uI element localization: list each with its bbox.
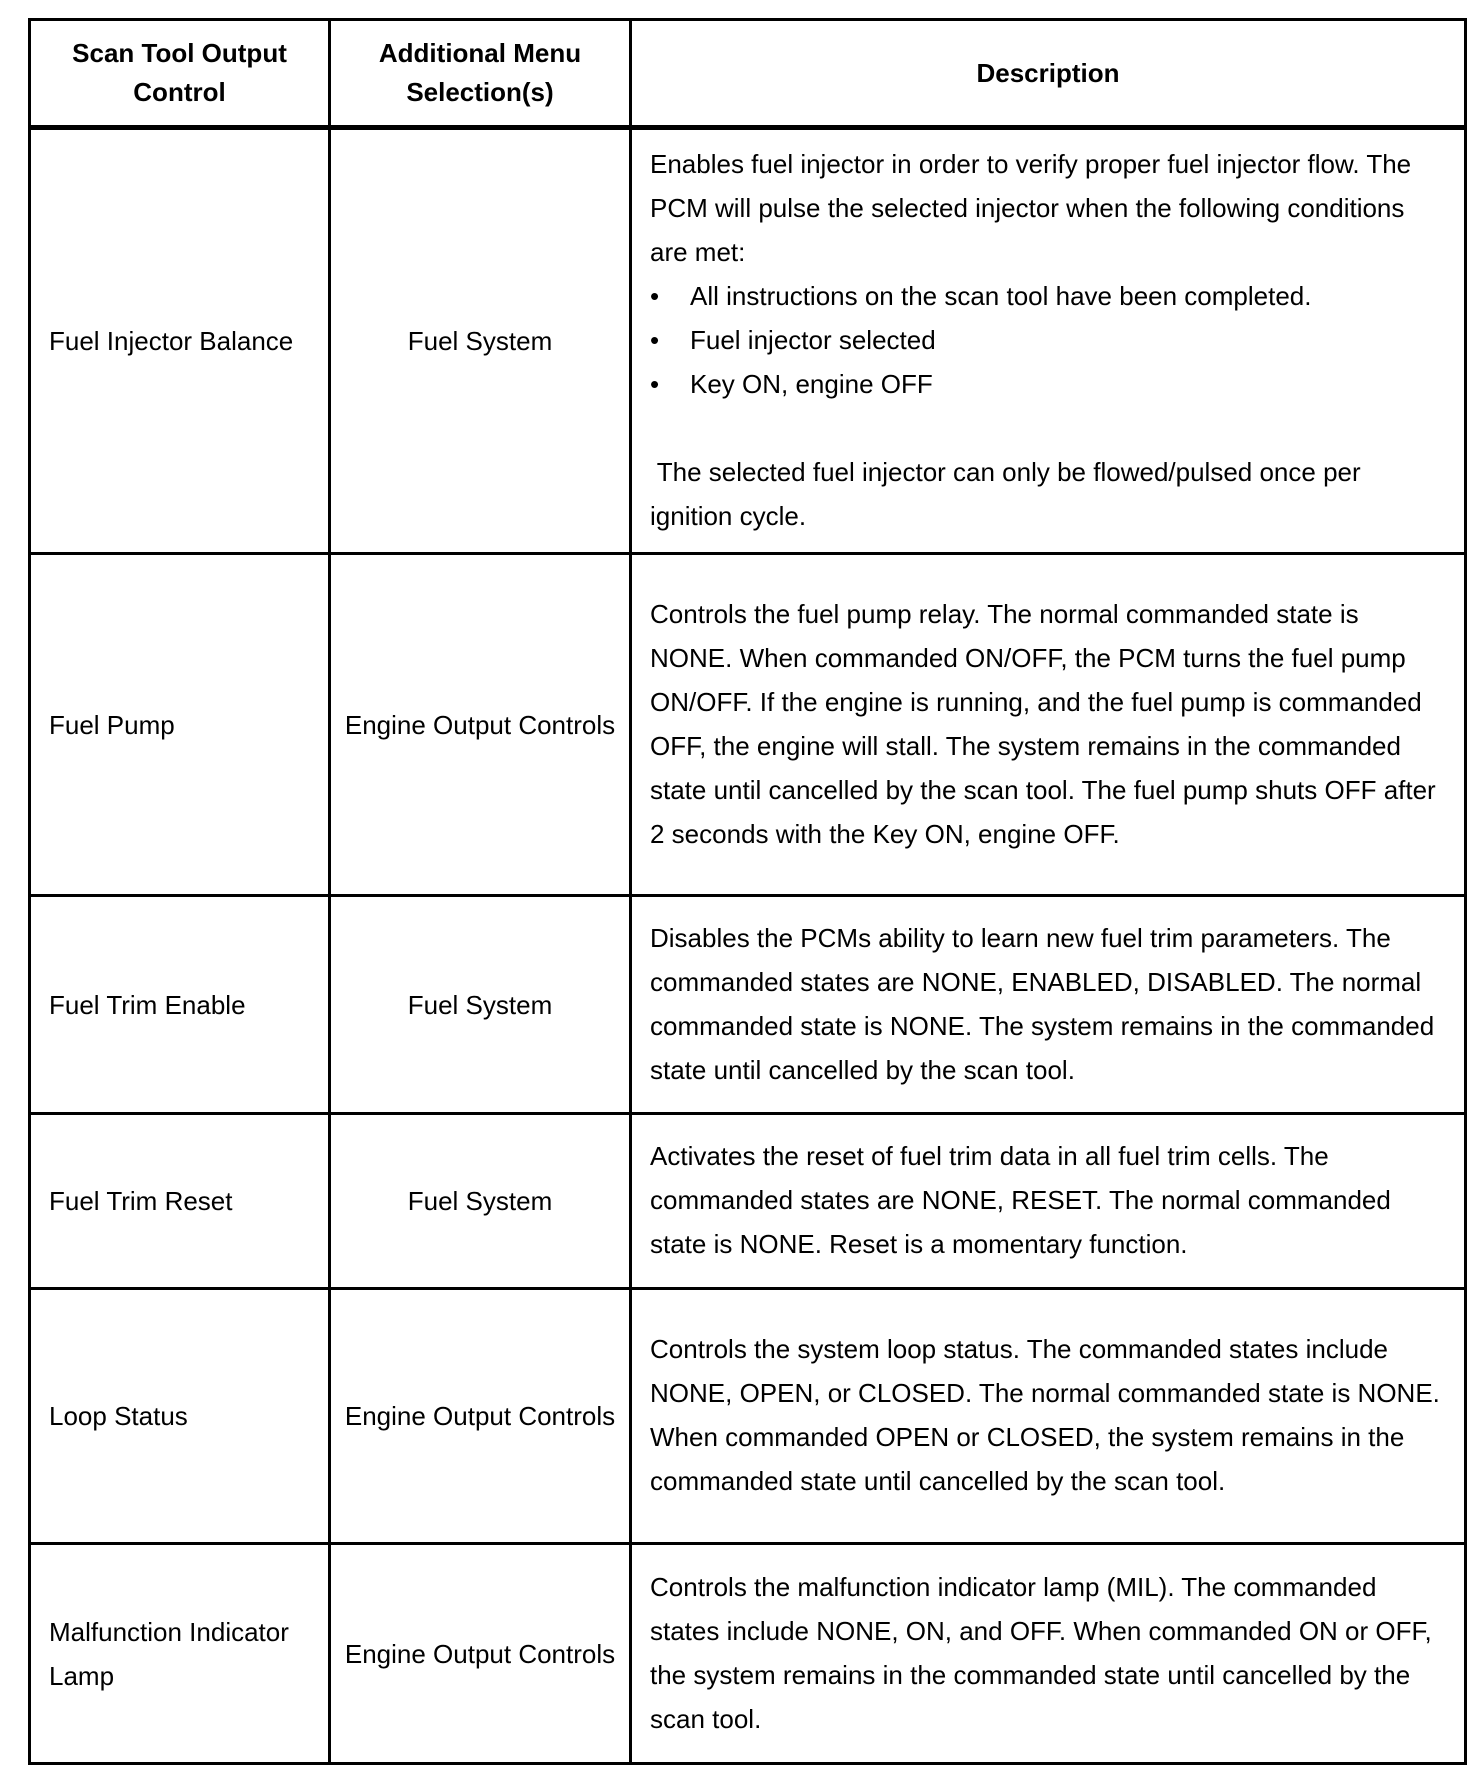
header-menu: Additional Menu Selection(s): [330, 20, 631, 128]
row-description-cell: Controls the system loop status. The commanded states include NONE, OPEN, or CLOSED. The normal commanded state is NONE. When commanded OPEN or CLOSED, the system remains in the commanded state until cancelled by the scan tool.: [631, 1289, 1466, 1544]
row-menu-cell: Engine Output Controls: [330, 554, 631, 896]
table-row: [30, 554, 1466, 896]
table-row: [30, 128, 1466, 554]
header-row: [30, 20, 1466, 128]
row-control-cell: Fuel Pump: [30, 554, 330, 896]
table-row: [30, 1544, 1466, 1764]
description-note-text: The selected fuel injector can only be flowed/pulsed once per ignition cycle.: [650, 457, 1361, 531]
list-item: [650, 318, 1446, 362]
row-description-cell: Disables the PCMs ability to learn new fuel trim parameters. The commanded states are NONE, ENABLED, DISABLED. The normal commanded state is NONE. The system remains in the commanded state until cancelled by the scan tool.: [631, 896, 1466, 1114]
list-item-text: Key ON, engine OFF: [690, 369, 933, 399]
table-row: [30, 896, 1466, 1114]
row-description-cell: Controls the fuel pump relay. The normal commanded state is NONE. When commanded ON/OFF, the PCM turns the fuel pump ON/OFF. If the engine is running, and the fuel pump is commanded OFF, the engine will stall. The system remains in the commanded state until cancelled by the scan tool. The fuel pump shuts OFF after 2 seconds with the Key ON, engine OFF.: [631, 554, 1466, 896]
row-menu-cell: Engine Output Controls: [330, 1544, 631, 1764]
row-control-cell: Fuel Trim Enable: [30, 896, 330, 1114]
bullet-icon: •: [650, 281, 660, 311]
row-control-cell: Malfunction Indicator Lamp: [30, 1544, 330, 1764]
header-control: Scan Tool Output Control: [30, 20, 330, 128]
table-row: [30, 1289, 1466, 1544]
table-body: [30, 128, 1466, 1764]
description-text: Enables fuel injector in order to verify proper fuel injector flow. The PCM will pulse the selected injector when the following conditions are met:: [650, 149, 1412, 267]
row-description-cell: Controls the malfunction indicator lamp (MIL). The commanded states include NONE, ON, and OFF. When commanded ON or OFF, the system remains in the commanded state until cancelled by the scan tool.: [631, 1544, 1466, 1764]
scan-tool-output-controls-table: [28, 18, 1467, 1765]
bullet-icon: •: [650, 369, 660, 399]
row-menu-cell: Fuel System: [330, 896, 631, 1114]
row-description-cell: [631, 128, 1466, 554]
header-description: Description: [631, 20, 1466, 128]
row-control-cell: Loop Status: [30, 1289, 330, 1544]
row-menu-cell: Fuel System: [330, 1114, 631, 1289]
list-item: [650, 362, 1446, 406]
row-control-cell: Fuel Trim Reset: [30, 1114, 330, 1289]
conditions-list: [650, 274, 1446, 406]
list-item-text: Fuel injector selected: [690, 325, 936, 355]
row-menu-cell: Engine Output Controls: [330, 1289, 631, 1544]
table-row: [30, 1114, 1466, 1289]
description-note: [650, 450, 1446, 538]
row-menu-cell: Fuel System: [330, 128, 631, 554]
list-item: [650, 274, 1446, 318]
row-description-cell: Activates the reset of fuel trim data in all fuel trim cells. The commanded states are NONE, RESET. The normal commanded state is NONE. Reset is a momentary function.: [631, 1114, 1466, 1289]
table-header: [30, 20, 1466, 128]
list-item-text: All instructions on the scan tool have been completed.: [690, 281, 1312, 311]
bullet-icon: •: [650, 325, 660, 355]
row-control-cell: Fuel Injector Balance: [30, 128, 330, 554]
